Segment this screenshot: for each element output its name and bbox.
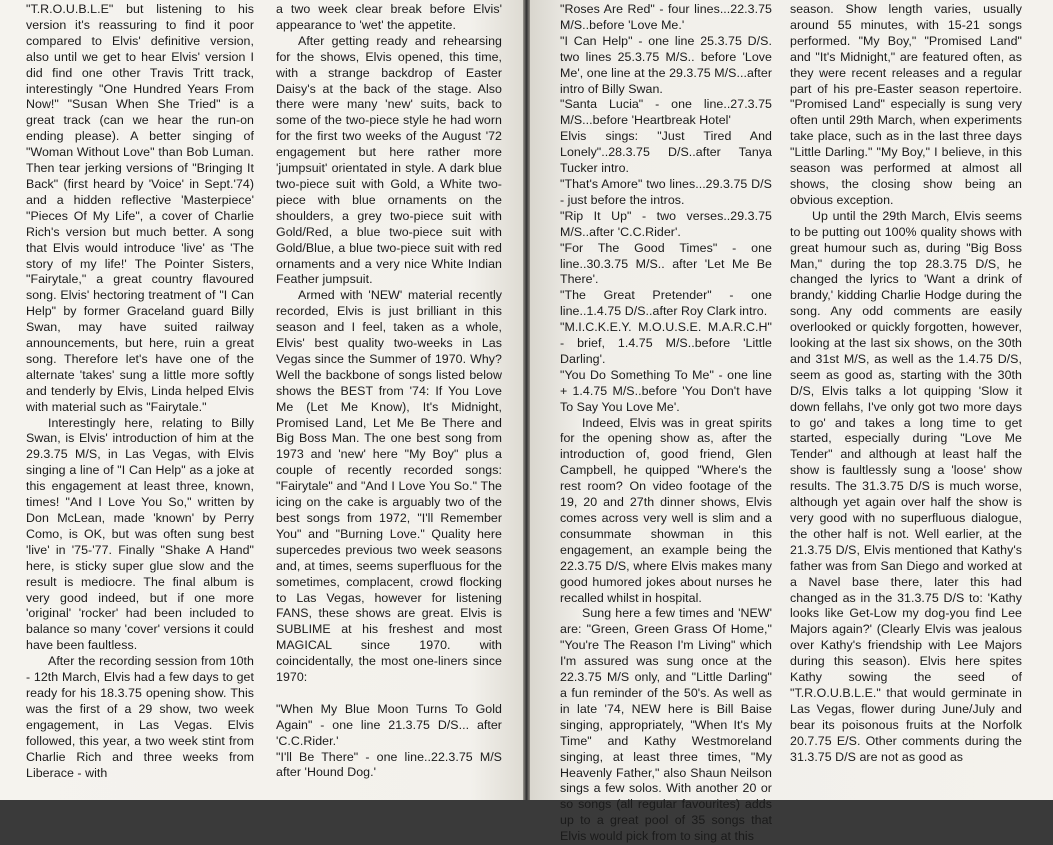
right-page-column-1: [560, 2, 772, 845]
left-page-column-2: [276, 2, 502, 781]
paragraph: a two week clear break before Elvis' appearance to 'wet' the appetite.: [276, 2, 502, 32]
song-note: "Rip It Up" - two verses..29.3.75 M/S..after 'C.C.Rider'.: [560, 208, 772, 239]
left-page-column-1: [26, 2, 254, 781]
paragraph: After getting ready and rehearsing for the shows, Elvis opened, this time, with a strange backdrop of Easter Daisy's at the back of the stage. Also there were many 'new' suits, back to some of the two-piece style he had worn for the first two weeks of the August '72 engagement but here rather more 'jumpsuit' orientated in style. A dark blue two-piece suit with Gold, a White two-piece with blue ornaments on the shoulders, a grey two-piece suit with Gold/Red, a blue two-piece suit with Gold/Blue, a blue two-piece suit with red ornaments and a very nice White Indian Feather jumpsuit.: [276, 33, 502, 287]
paragraph: Indeed, Elvis was in great spirits for the opening show as, after the introduction of, good friend, Glen Campbell, he quipped "Where's the rest room? On video footage of the 19, 20 and 27th dinner shows, Elvis comes across very well is slim and a consummate showman in this engagement, an example being the 22.3.75 D/S, where Elvis makes many good humored jokes about nurses he recalled whilst in hospital.: [560, 415, 772, 605]
paragraph: Armed with 'NEW' material recently recorded, Elvis is just brilliant in this season and I feel, taken as a whole, Elvis' best quality two-weeks in Las Vegas since the Summer of 1970. Why? Well the backbone of songs listed below shows the BEST from '74: If You Love Me (Let Me Know), It's Midnight, Promised Land, Let Me Be There and Big Boss Man. The one best song from 1973 and 'new' here "My Boy" plus a couple of recently recorded songs: "Fairytale" and "And I Love You So." The icing on the cake is arguably two of the best songs from 1972, "I'll Remember You" and "Burning Love." Quality here supercedes previous two week seasons and, at times, seems superfluous for the sometimes, complacent, crowd flocking to Las Vegas, however for listening FANS, these shows are great. Elvis is SUBLIME at his freshest and most MAGICAL since 1970. with coincidentally, the most one-liners since 1970:: [276, 288, 502, 685]
song-note: "When My Blue Moon Turns To Gold Again" - one line 21.3.75 D/S... after 'C.C.Rider.': [276, 701, 502, 748]
paragraph: Sung here a few times and 'NEW' are: "Green, Green Grass Of Home," "You're The Reason I'm Living" which I'm assured was sung once at the 22.3.75 M/S only, and "Little Darling" a fun reminder of the 50's. As well as in late '74, NEW here is Bill Baise singing, appropriately, "When It's My Time" and Kathy Westmoreland singing, at least three times, "My Heavenly Father," also Shaun Neilson sings a few solos. With another 20 or so songs (all regular favourites) adds up to a great pool of 35 songs that Elvis would pick from to sing at this: [560, 606, 772, 844]
paragraph: season. Show length varies, usually around 55 minutes, with 15-21 songs performed. "My Boy," "Promised Land" and "It's Midnight," are featured often, as they were recent releases and a regular part of his pre-Easter season repertoire. "Promised Land" especially is sung very often until 29th March, when experiments take place, such as in the last three days "Little Darling." "My Boy," I believe, in this season was performed at almost all shows, the closing show being an obvious exception.: [790, 2, 1022, 207]
paragraph: "T.R.O.U.B.L.E" but listening to his version it's reassuring to find it poor compared to Elvis' definitive version, also until we get to hear Elvis' version I did find one other Travis Tritt track, interestingly "One Hundred Years From Now!" "Susan When She Tried" is a great track (can we hear the run-on ending please). A better singing of "Woman Without Love" than Bob Luman. Then tear jerking versions of "Bringing It Back" (first heard by 'Voice' in Sept.'74) and a hidden reflective 'Masterpiece' "Pieces Of My Life", a cover of Charlie Rich's version but much better. A song that Elvis would introduce 'live' as 'The story of my life!' The Pointer Sisters, "Fairytale," a great country flavoured song. Elvis' hectoring treatment of "I Can Help" by former Graceland guard Billy Swan, may have suited railway announcements, but here, ruin a great song. Therefore let's have one of the alternate 'takes' sung a little more softly and tenderly by Elvis, Linda helped Elvis with material such as "Fairytale.": [26, 2, 254, 414]
song-note: "Roses Are Red" - four lines...22.3.75 M/S..before 'Love Me.': [560, 2, 772, 32]
song-note: "You Do Something To Me" - one line + 1.4.75 M/S..before 'You Don't have To Say You Love Me'.: [560, 367, 772, 414]
paragraph: Up until the 29th March, Elvis seems to be putting out 100% quality shows with great humour such as, during "Big Boss Man," during the top 28.3.75 D/S, he changed the lyrics to 'Want a drink of brandy,' kidding Charlie Hodge during the song. Any odd comments are easily overlooked or quickly forgotten, however, looking at the last six shows, on the 30th and 31st M/S, as well as the 1.4.75 D/S, seem as good as, starting with the 30th D/S, Elvis talks a lot quipping 'Slow it down fellahs, I've only got two more days to go' and takes a long time to get started, especially during "Love Me Tender" and although at least half the show is faultlessly sung a 'loose' show results. The 31.3.75 D/S is much worse, although yet again over half the show is very good with no superfluous dialogue, the other half is not. Well earlier, at the 21.3.75 D/S, Elvis mentioned that Kathy's father was from San Diego and worked at a Navel base there, later this had changed as in the 31.3.75 D/S to: 'Kathy looks like Get-Low my dog-you find Lee Majors again?' (Clearly Elvis was jealous over Kathy's friendship with Lee Majors during this season). Elvis here spites Kathy sowing the seed of "T.R.O.U.B.L.E." that would germinate in Las Vegas, flower during June/July and bear its poisonous fruits at the Norfolk 20.7.75 E/S. Other comments during the 31.3.75 D/S are not as good as: [790, 208, 1022, 764]
song-note: "For The Good Times" - one line..30.3.75 M/S.. after 'Let Me Be There'.: [560, 240, 772, 287]
song-note: "I'll Be There" - one line..22.3.75 M/S after 'Hound Dog.': [276, 749, 502, 780]
song-note: "I Can Help" - one line 25.3.75 D/S. two lines 25.3.75 M/S.. before 'Love Me', one line at the 29.3.75 M/S...after intro of Billy Swan.: [560, 33, 772, 96]
paragraph: After the recording session from 10th - 12th March, Elvis had a few days to get ready for his 18.3.75 opening show. This was the first of a 29 show, two week engagement, in Las Vegas. Elvis followed, this year, a two week stint from Charlie Rich and three weeks from Liberace - with: [26, 654, 254, 780]
paragraph: Interestingly here, relating to Billy Swan, is Elvis' introduction of him at the 29.3.75 M/S, in Las Vegas, with Elvis singing a line of "I Can Help" as a joke at this engagement at least three, known, times! "And I Love You So," written by Don McLean, made 'known' by Perry Como, is OK, but was often sung best 'live' in '75-'77. Finally "Shake A Hand" here, is sticky super glue slow and the result is mediocre. The final album is very good indeed, but if one more 'original' 'rocker' had been included to balance so many 'cover' versions it could have been faultless.: [26, 415, 254, 653]
song-note: "The Great Pretender" - one line..1.4.75 D/S..after Roy Clark intro.: [560, 288, 772, 319]
right-page: [530, 0, 1053, 844]
song-note: "M.I.C.K.E.Y. M.O.U.S.E. M.A.R.C.H" - brief, 1.4.75 M/S..before 'Little Darling'.: [560, 320, 772, 366]
page-gutter: [523, 0, 530, 800]
left-page: [0, 0, 523, 800]
song-note: Elvis sings: "Just Tired And Lonely"..28.3.75 D/S..after Tanya Tucker intro.: [560, 129, 772, 176]
right-page-column-2: [790, 2, 1022, 766]
song-note: "That's Amore" two lines...29.3.75 D/S - just before the intros.: [560, 176, 772, 207]
song-note: "Santa Lucia" - one line..27.3.75 M/S...before 'Heartbreak Hotel': [560, 97, 772, 128]
